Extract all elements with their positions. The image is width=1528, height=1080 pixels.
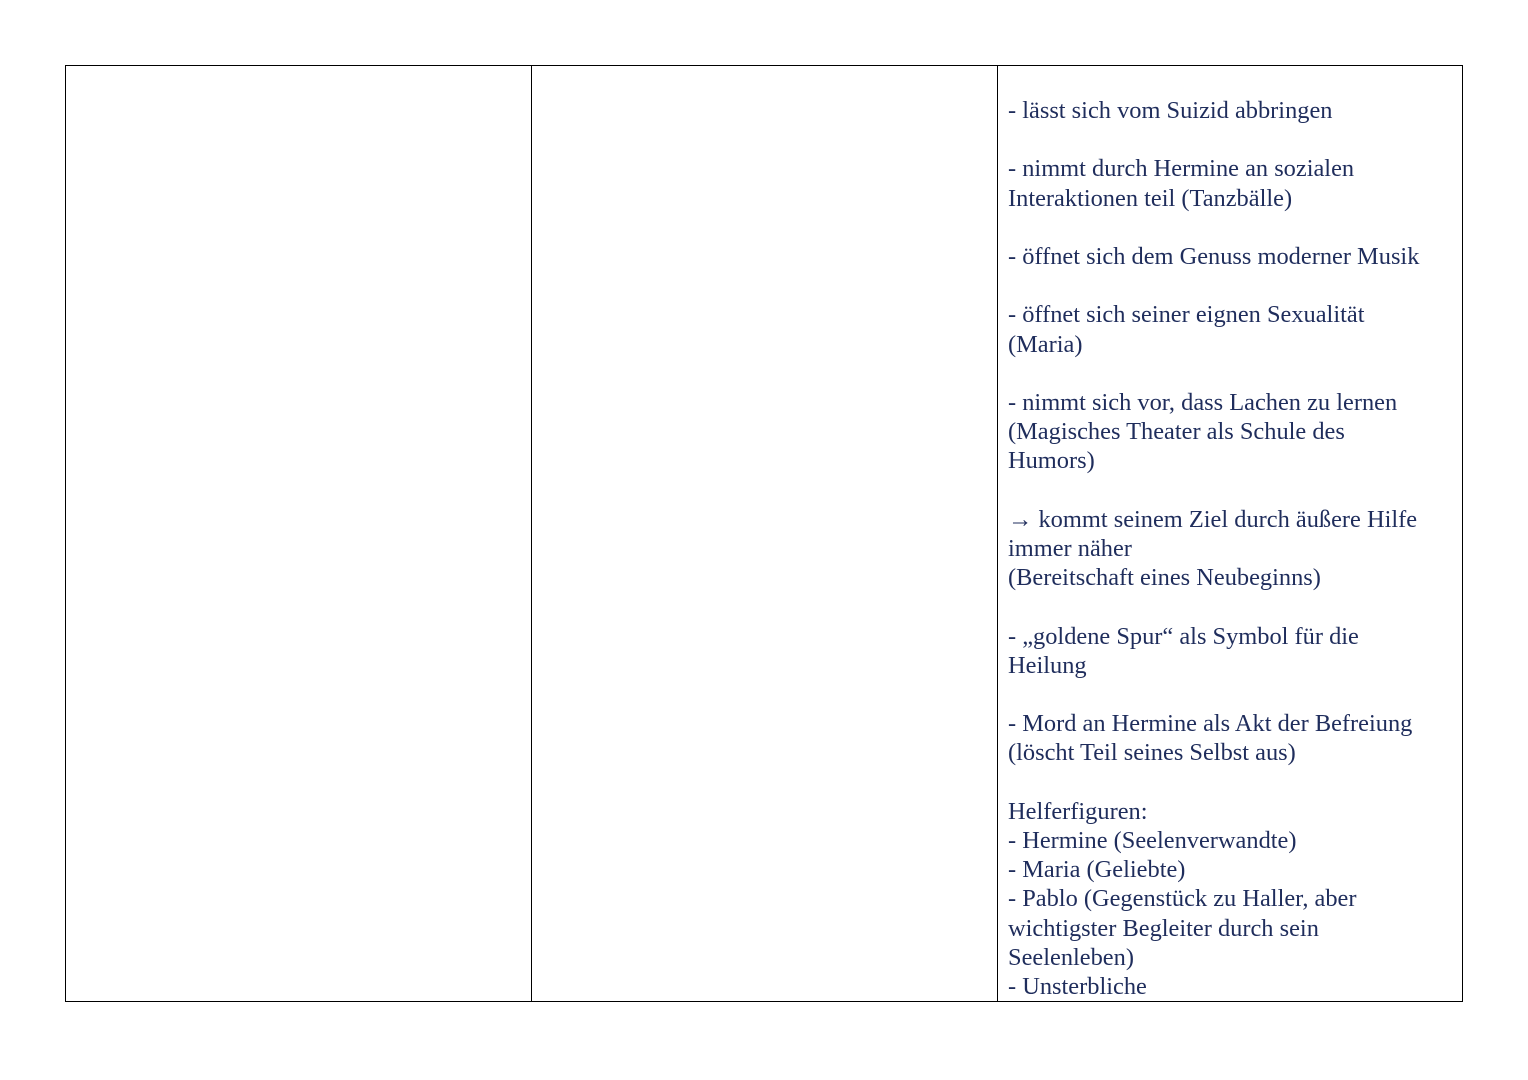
text-line: (Magisches Theater als Schule des bbox=[1008, 418, 1345, 446]
text-line: (Maria) bbox=[1008, 330, 1083, 358]
text-line: → kommt seinem Ziel durch äußere Hilfe bbox=[1008, 505, 1418, 533]
text-entry bbox=[1008, 242, 1452, 271]
list-item: - Pablo (Gegenstück zu Haller, aber bbox=[1008, 885, 1357, 913]
text-line: Humors) bbox=[1008, 447, 1095, 475]
text-entry bbox=[1008, 709, 1452, 767]
text-line: - öffnet sich dem Genuss moderner Musik bbox=[1008, 242, 1420, 270]
text-entry bbox=[1008, 388, 1452, 476]
table-cell-column-3 bbox=[998, 66, 1462, 1001]
table-cell-column-1 bbox=[66, 66, 532, 1001]
text-line: (Bereitschaft eines Neubeginns) bbox=[1008, 564, 1321, 592]
text-line: immer näher bbox=[1008, 534, 1132, 562]
text-entry bbox=[1008, 505, 1452, 593]
text-line: - lässt sich vom Suizid abbringen bbox=[1008, 97, 1333, 124]
text-entry bbox=[1008, 300, 1452, 358]
text-entry bbox=[1008, 96, 1452, 125]
list-item: wichtigster Begleiter durch sein bbox=[1008, 914, 1319, 942]
text-line: Heilung bbox=[1008, 651, 1087, 679]
text-entry bbox=[1008, 154, 1452, 212]
text-line: - „goldene Spur“ als Symbol für die bbox=[1008, 622, 1359, 650]
document-table bbox=[65, 65, 1463, 1002]
text-entry bbox=[1008, 622, 1452, 680]
text-line: - öffnet sich seiner eignen Sexualität bbox=[1008, 301, 1365, 329]
text-line: (löscht Teil seines Selbst aus) bbox=[1008, 739, 1296, 767]
text-line: - Mord an Hermine als Akt der Befreiung bbox=[1008, 710, 1413, 738]
helper-figures-list bbox=[1008, 797, 1452, 1001]
list-item: - Maria (Geliebte) bbox=[1008, 856, 1186, 884]
text-line: - nimmt sich vor, dass Lachen zu lernen bbox=[1008, 388, 1398, 416]
list-item: - Unsterbliche bbox=[1008, 972, 1147, 1000]
list-item: Seelenleben) bbox=[1008, 943, 1134, 971]
text-line: - nimmt durch Hermine an sozialen bbox=[1008, 155, 1355, 183]
text-line: Interaktionen teil (Tanzbälle) bbox=[1008, 184, 1293, 212]
helper-figures-heading: Helferfiguren: bbox=[1008, 797, 1148, 825]
list-item: - Hermine (Seelenverwandte) bbox=[1008, 826, 1297, 854]
table-cell-column-2 bbox=[532, 66, 998, 1001]
